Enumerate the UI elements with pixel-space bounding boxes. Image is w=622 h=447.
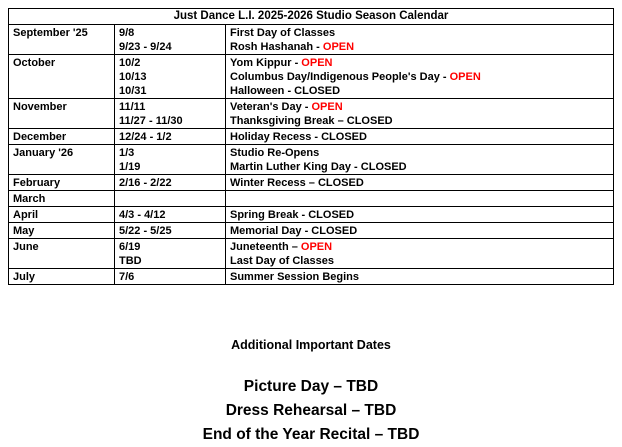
event-text: Winter Recess – CLOSED — [230, 177, 364, 189]
month-cell — [9, 175, 115, 191]
event-line — [230, 208, 609, 222]
event-text: Columbus Day/Indigenous People's Day - — [230, 71, 450, 83]
events-cell — [226, 99, 614, 129]
table-row — [9, 129, 614, 145]
date-text — [119, 192, 221, 206]
event-line — [230, 100, 609, 114]
dates-cell — [115, 207, 226, 223]
event-text: Veteran's Day - — [230, 101, 312, 113]
event-line — [230, 70, 609, 84]
events-cell — [226, 129, 614, 145]
date-text: 2/16 - 2/22 — [119, 177, 172, 189]
table-row — [9, 145, 614, 175]
table-row — [9, 25, 614, 55]
events-cell — [226, 55, 614, 99]
month-cell — [9, 223, 115, 239]
calendar-rows — [9, 25, 614, 285]
dates-cell — [115, 129, 226, 145]
event-line — [230, 40, 609, 54]
dates-cell — [115, 269, 226, 285]
dates-cell — [115, 239, 226, 269]
month-label: June — [13, 241, 39, 253]
dates-cell — [115, 55, 226, 99]
month-label: March — [13, 193, 46, 205]
date-text: TBD — [119, 255, 142, 267]
events-cell — [226, 223, 614, 239]
month-cell — [9, 239, 115, 269]
table-row — [9, 99, 614, 129]
table-row — [9, 223, 614, 239]
events-cell — [226, 239, 614, 269]
calendar-title: Just Dance L.I. 2025-2026 Studio Season Calendar — [9, 9, 614, 25]
date-text: 10/13 — [119, 71, 147, 83]
month-label: December — [13, 131, 67, 143]
dates-cell — [115, 145, 226, 175]
date-text: 9/8 — [119, 27, 135, 39]
table-row — [9, 239, 614, 269]
month-cell — [9, 129, 115, 145]
table-row — [9, 207, 614, 223]
date-text: 1/3 — [119, 147, 135, 159]
open-status: OPEN — [449, 71, 481, 83]
table-row — [9, 191, 614, 207]
events-cell — [226, 175, 614, 191]
event-line — [230, 114, 609, 128]
event-text: Studio Re-Opens — [230, 147, 320, 159]
event-text: Spring Break - CLOSED — [230, 209, 355, 221]
event-line — [230, 192, 609, 206]
date-text: 4/3 - 4/12 — [119, 209, 166, 221]
date-text: 5/22 - 5/25 — [119, 225, 172, 237]
month-label: October — [13, 57, 56, 69]
dates-cell — [115, 191, 226, 207]
event-line — [230, 56, 609, 70]
month-cell — [9, 191, 115, 207]
event-text: First Day of Classes — [230, 27, 336, 39]
month-cell — [9, 55, 115, 99]
date-text: 11/27 - 11/30 — [119, 115, 183, 127]
event-line — [230, 84, 609, 98]
month-label: February — [13, 177, 61, 189]
month-label: January '26 — [13, 147, 74, 159]
event-text: Martin Luther King Day - CLOSED — [230, 161, 407, 173]
additional-dates-heading: Additional Important Dates — [231, 338, 391, 352]
event-text: Halloween - CLOSED — [230, 85, 341, 97]
open-status: OPEN — [322, 41, 355, 53]
date-text: 12/24 - 1/2 — [119, 131, 172, 143]
dates-cell — [115, 175, 226, 191]
date-text: 7/6 — [119, 271, 135, 283]
dates-cell — [115, 223, 226, 239]
event-text: Summer Session Begins — [230, 271, 359, 283]
date-text: 10/31 — [119, 85, 147, 97]
events-cell — [226, 25, 614, 55]
end-of-year-recital: End of the Year Recital – TBD — [202, 426, 420, 443]
dates-cell — [115, 99, 226, 129]
month-cell — [9, 99, 115, 129]
event-text: Memorial Day - CLOSED — [230, 225, 358, 237]
month-cell — [9, 145, 115, 175]
open-status: OPEN — [300, 241, 333, 253]
month-label: April — [13, 209, 39, 221]
date-text: 1/19 — [119, 161, 141, 173]
month-cell — [9, 207, 115, 223]
month-label: November — [13, 101, 67, 113]
season-calendar-table — [8, 8, 614, 285]
date-text: 11/11 — [119, 101, 146, 113]
event-text: Last Day of Classes — [230, 255, 334, 267]
dress-rehearsal: Dress Rehearsal – TBD — [225, 402, 397, 419]
dates-cell — [115, 25, 226, 55]
month-label: July — [13, 271, 36, 283]
table-row — [9, 55, 614, 99]
event-line — [230, 146, 609, 160]
event-text: Thanksgiving Break – CLOSED — [230, 115, 393, 127]
event-line — [230, 224, 609, 238]
events-cell — [226, 145, 614, 175]
event-line — [230, 160, 609, 174]
table-row — [9, 175, 614, 191]
date-text: 9/23 - 9/24 — [119, 41, 172, 53]
events-cell — [226, 207, 614, 223]
event-line — [230, 176, 609, 190]
event-line — [230, 240, 609, 254]
event-line — [230, 270, 609, 284]
open-status: OPEN — [311, 101, 343, 113]
table-row — [9, 269, 614, 285]
event-line — [230, 130, 609, 144]
month-label: May — [13, 225, 35, 237]
month-cell — [9, 25, 115, 55]
date-text: 10/2 — [119, 57, 141, 69]
picture-day: Picture Day – TBD — [243, 378, 379, 395]
event-text: Yom Kippur - — [230, 57, 302, 69]
events-cell — [226, 191, 614, 207]
month-cell — [9, 269, 115, 285]
month-label: September '25 — [13, 27, 88, 39]
event-line — [230, 26, 609, 40]
event-text: Holiday Recess - CLOSED — [230, 131, 367, 143]
event-text: Juneteenth – — [230, 241, 301, 253]
events-cell — [226, 269, 614, 285]
table-title-row — [9, 9, 614, 25]
open-status: OPEN — [301, 57, 333, 69]
date-text: 6/19 — [119, 241, 141, 253]
event-line — [230, 254, 609, 268]
event-text: Rosh Hashanah - — [230, 41, 323, 53]
